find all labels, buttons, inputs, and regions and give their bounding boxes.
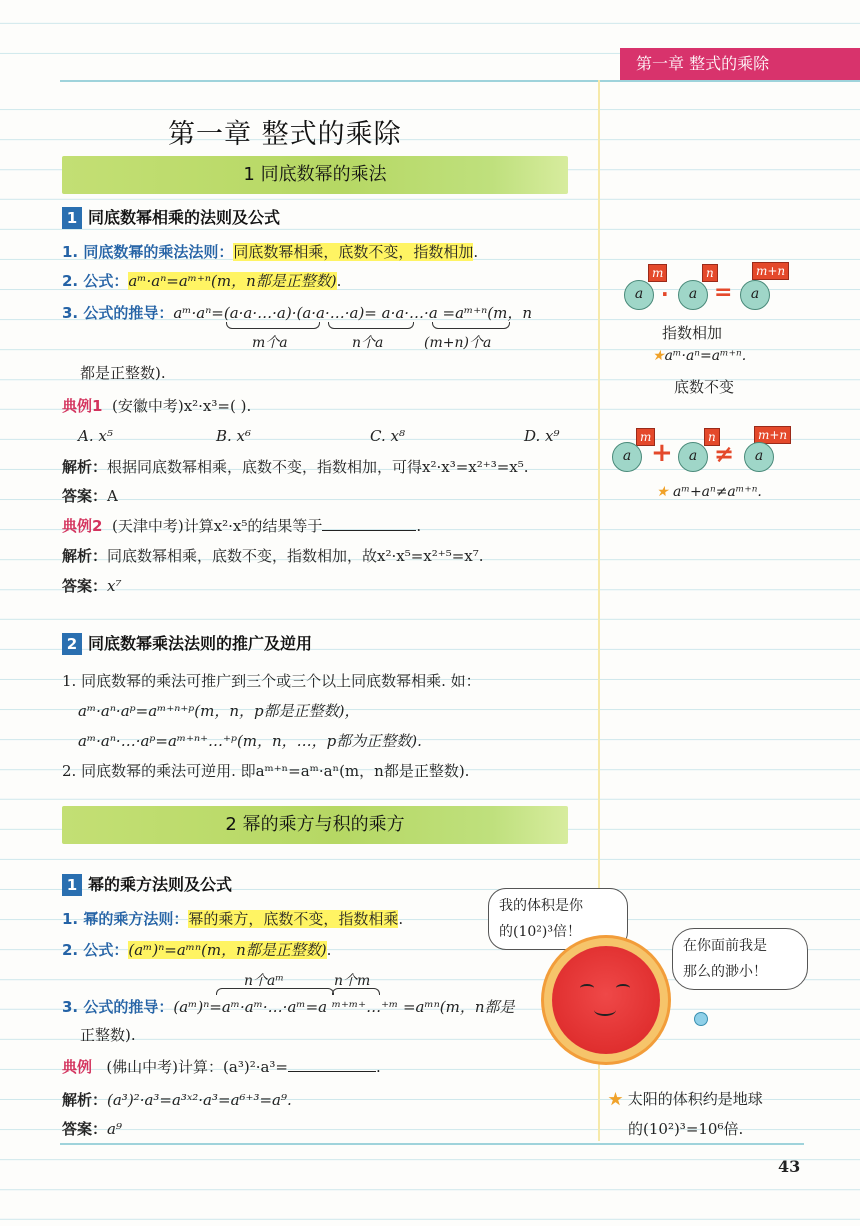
rule-text: 同底数幂相乘，底数不变，指数相加 xyxy=(233,243,474,261)
option-a: A. x⁵ xyxy=(78,427,113,445)
subsection-number: 2 xyxy=(62,633,82,655)
extension-line-4: 2. 同底数幂的乘法可逆用. 即aᵐ⁺ⁿ=aᵐ·aⁿ(m，n都是正整数). xyxy=(62,762,470,780)
formula-label: 2. 公式： xyxy=(62,941,129,959)
rule-text: 幂的乘方，底数不变，指数相乘 xyxy=(188,910,399,928)
rule-line-1: 1. 同底数幂的乘法法则：同底数幂相乘，底数不变，指数相加. xyxy=(62,243,479,261)
answer-label: 答案： xyxy=(62,1120,108,1138)
sun-note-2: 的(10²)³=10⁶倍. xyxy=(628,1120,744,1138)
equals-icon: = xyxy=(714,280,733,305)
flag-m-plus-n: m+n xyxy=(754,426,791,444)
flag-m: m xyxy=(636,428,655,446)
solution-2 xyxy=(62,545,484,567)
subsection-2-heading xyxy=(62,632,312,656)
derivation-label: 3. 公式的推导： xyxy=(62,304,174,322)
ball-a-icon: a xyxy=(740,280,770,310)
option-c: C. x⁸ xyxy=(370,427,405,445)
solution-label: 解析： xyxy=(62,458,108,476)
dot-icon: · xyxy=(661,282,669,306)
bottom-rule xyxy=(60,1143,804,1145)
earth-icon xyxy=(694,1012,708,1026)
example-label: 典例 xyxy=(62,1058,93,1076)
answer-text: a⁹ xyxy=(107,1120,122,1138)
star-icon: ★ xyxy=(608,1090,624,1108)
solution-label: 解析： xyxy=(62,1091,108,1109)
subsection-3-heading xyxy=(62,873,232,897)
page-number: 43 xyxy=(778,1157,801,1176)
subsection-title: 同底数幂相乘的法则及公式 xyxy=(88,208,281,227)
derivation-text: (aᵐ)ⁿ=aᵐ·aᵐ·…·aᵐ=a ᵐ⁺ᵐ⁺…⁺ᵐ =aᵐⁿ(m，n都是 xyxy=(173,998,515,1016)
answer-text: A xyxy=(107,487,118,505)
solution-text: (a³)²·a³=a³ˣ²·a³=a⁶⁺³=a⁹. xyxy=(107,1091,292,1109)
formula-line-1: 2. 公式：aᵐ·aⁿ=aᵐ⁺ⁿ(m，n都是正整数). xyxy=(62,272,342,290)
underbrace-1 xyxy=(226,322,320,329)
formula-label: 2. 公式： xyxy=(62,272,129,290)
derivation-label: 3. 公式的推导： xyxy=(62,998,174,1016)
multiply-formula: ★aᵐ·aⁿ=aᵐ⁺ⁿ. xyxy=(652,348,747,364)
subsection-title: 幂的乘方法则及公式 xyxy=(88,875,233,894)
option-b: B. x⁶ xyxy=(216,427,252,445)
extension-line-3: aᵐ·aⁿ·…·aᵖ=aᵐ⁺ⁿ⁺…⁺ᵖ(m，n，…，p都为正整数). xyxy=(78,732,422,750)
extension-line-2: aᵐ·aⁿ·aᵖ=aᵐ⁺ⁿ⁺ᵖ(m，n，p都是正整数)， xyxy=(78,702,360,720)
overbrace-label-2: n个m xyxy=(334,973,371,989)
derivation-cont-2: 正整数). xyxy=(80,1026,136,1044)
ball-a-icon: a xyxy=(678,442,708,472)
rule-label: 1. 同底数幂的乘法法则： xyxy=(62,243,234,261)
underbrace-2 xyxy=(328,322,414,329)
overbrace-label-1: n个aᵐ xyxy=(244,973,284,989)
example-3-question: 典例 (佛山中考)计算：(a³)²·a³= . xyxy=(62,1058,381,1076)
not-equal-icon: ≠ xyxy=(714,440,735,468)
formula-text: (aᵐ)ⁿ=aᵐⁿ(m，n都是正整数) xyxy=(128,941,327,959)
solution-text: 同底数幂相乘，底数不变，指数相加，故x²·x⁵=x²⁺⁵=x⁷. xyxy=(107,547,484,565)
sun-note-1: ★ 太阳的体积约是地球 xyxy=(608,1090,763,1108)
chapter-tab: 第一章 整式的乘除 xyxy=(620,48,860,80)
ball-a-icon: a xyxy=(744,442,774,472)
formula-text: aᵐ·aⁿ=aᵐ⁺ⁿ(m，n都是正整数) xyxy=(128,272,337,290)
flag-m-plus-n: m+n xyxy=(752,262,789,280)
solution-1 xyxy=(62,456,529,478)
flag-n: n xyxy=(704,428,720,446)
answer-blank[interactable] xyxy=(288,1057,376,1072)
underbrace-label-3: (m+n)个a xyxy=(424,335,492,351)
example-2-question: 典例2 (天津中考)计算x²·x⁵的结果等于 . xyxy=(62,517,422,535)
answer-blank[interactable] xyxy=(322,516,416,531)
flag-m: m xyxy=(648,264,667,282)
example-text: (天津中考)计算x²·x⁵的结果等于 xyxy=(111,517,323,535)
underbrace-label-2: n个a xyxy=(352,335,384,351)
top-rule xyxy=(60,80,860,82)
speech-bubble-earth: 在你面前我是 那么的渺小！ xyxy=(672,928,808,990)
solution-label: 解析： xyxy=(62,547,108,565)
example-text: (安徽中考)x²·x³=( ). xyxy=(111,397,252,415)
example-label: 典例1 xyxy=(62,397,103,415)
derivation-line-2 xyxy=(62,996,515,1018)
example-text: (佛山中考)计算：(a³)²·a³= xyxy=(106,1058,288,1076)
subsection-number: 1 xyxy=(62,207,82,229)
solution-3 xyxy=(62,1089,292,1111)
star-icon: ★ xyxy=(652,348,665,364)
option-d: D. x⁹ xyxy=(524,427,560,445)
example-1-question xyxy=(62,395,251,417)
subsection-number: 1 xyxy=(62,874,82,896)
overbrace-1 xyxy=(216,988,334,995)
underbrace-3 xyxy=(432,322,510,329)
answer-label: 答案： xyxy=(62,577,108,595)
subsection-1-heading xyxy=(62,206,280,230)
ball-a-icon: a xyxy=(612,442,642,472)
derivation-line-1 xyxy=(62,302,532,324)
flag-n: n xyxy=(702,264,718,282)
addition-formula: ★ aᵐ+aⁿ≠aᵐ⁺ⁿ. xyxy=(656,484,762,500)
derivation-text: aᵐ·aⁿ=(a·a·…·a)·(a·a·…·a)= a·a·…·a =aᵐ⁺ⁿ(m，n xyxy=(173,304,532,322)
answer-text: x⁷ xyxy=(107,577,122,595)
exponent-add-label: 指数相加 xyxy=(662,324,723,342)
chapter-title: 第一章 整式的乘除 xyxy=(168,119,402,150)
ball-a-icon: a xyxy=(678,280,708,310)
rule-line-2: 1. 幂的乘方法则：幂的乘方，底数不变，指数相乘. xyxy=(62,910,404,928)
solution-text: 根据同底数幂相乘，底数不变，指数相加，可得x²·x³=x²⁺³=x⁵. xyxy=(107,458,529,476)
section-band-1: 1 同底数幂的乘法 xyxy=(62,156,568,194)
base-unchanged-label: 底数不变 xyxy=(674,378,735,396)
star-icon: ★ xyxy=(656,484,669,500)
plus-icon: + xyxy=(651,438,673,468)
answer-3 xyxy=(62,1118,122,1140)
sun-icon xyxy=(552,946,660,1054)
subsection-title: 同底数幂乘法法则的推广及逆用 xyxy=(88,634,313,653)
overbrace-2 xyxy=(332,988,380,995)
answer-1 xyxy=(62,485,118,507)
speech-bubble-sun: 我的体积是你 的(10²)³倍！ xyxy=(488,888,628,950)
answer-label: 答案： xyxy=(62,487,108,505)
rule-label: 1. 幂的乘方法则： xyxy=(62,910,189,928)
extension-line-1: 1. 同底数幂的乘法可推广到三个或三个以上同底数幂相乘. 如： xyxy=(62,672,481,690)
example-label: 典例2 xyxy=(62,517,103,535)
answer-2 xyxy=(62,575,122,597)
derivation-cont-1: 都是正整数). xyxy=(80,364,166,382)
ball-a-icon: a xyxy=(624,280,654,310)
section-band-2: 2 幂的乘方与积的乘方 xyxy=(62,806,568,844)
underbrace-label-1: m个a xyxy=(252,335,288,351)
formula-line-2: 2. 公式：(aᵐ)ⁿ=aᵐⁿ(m，n都是正整数). xyxy=(62,941,332,959)
